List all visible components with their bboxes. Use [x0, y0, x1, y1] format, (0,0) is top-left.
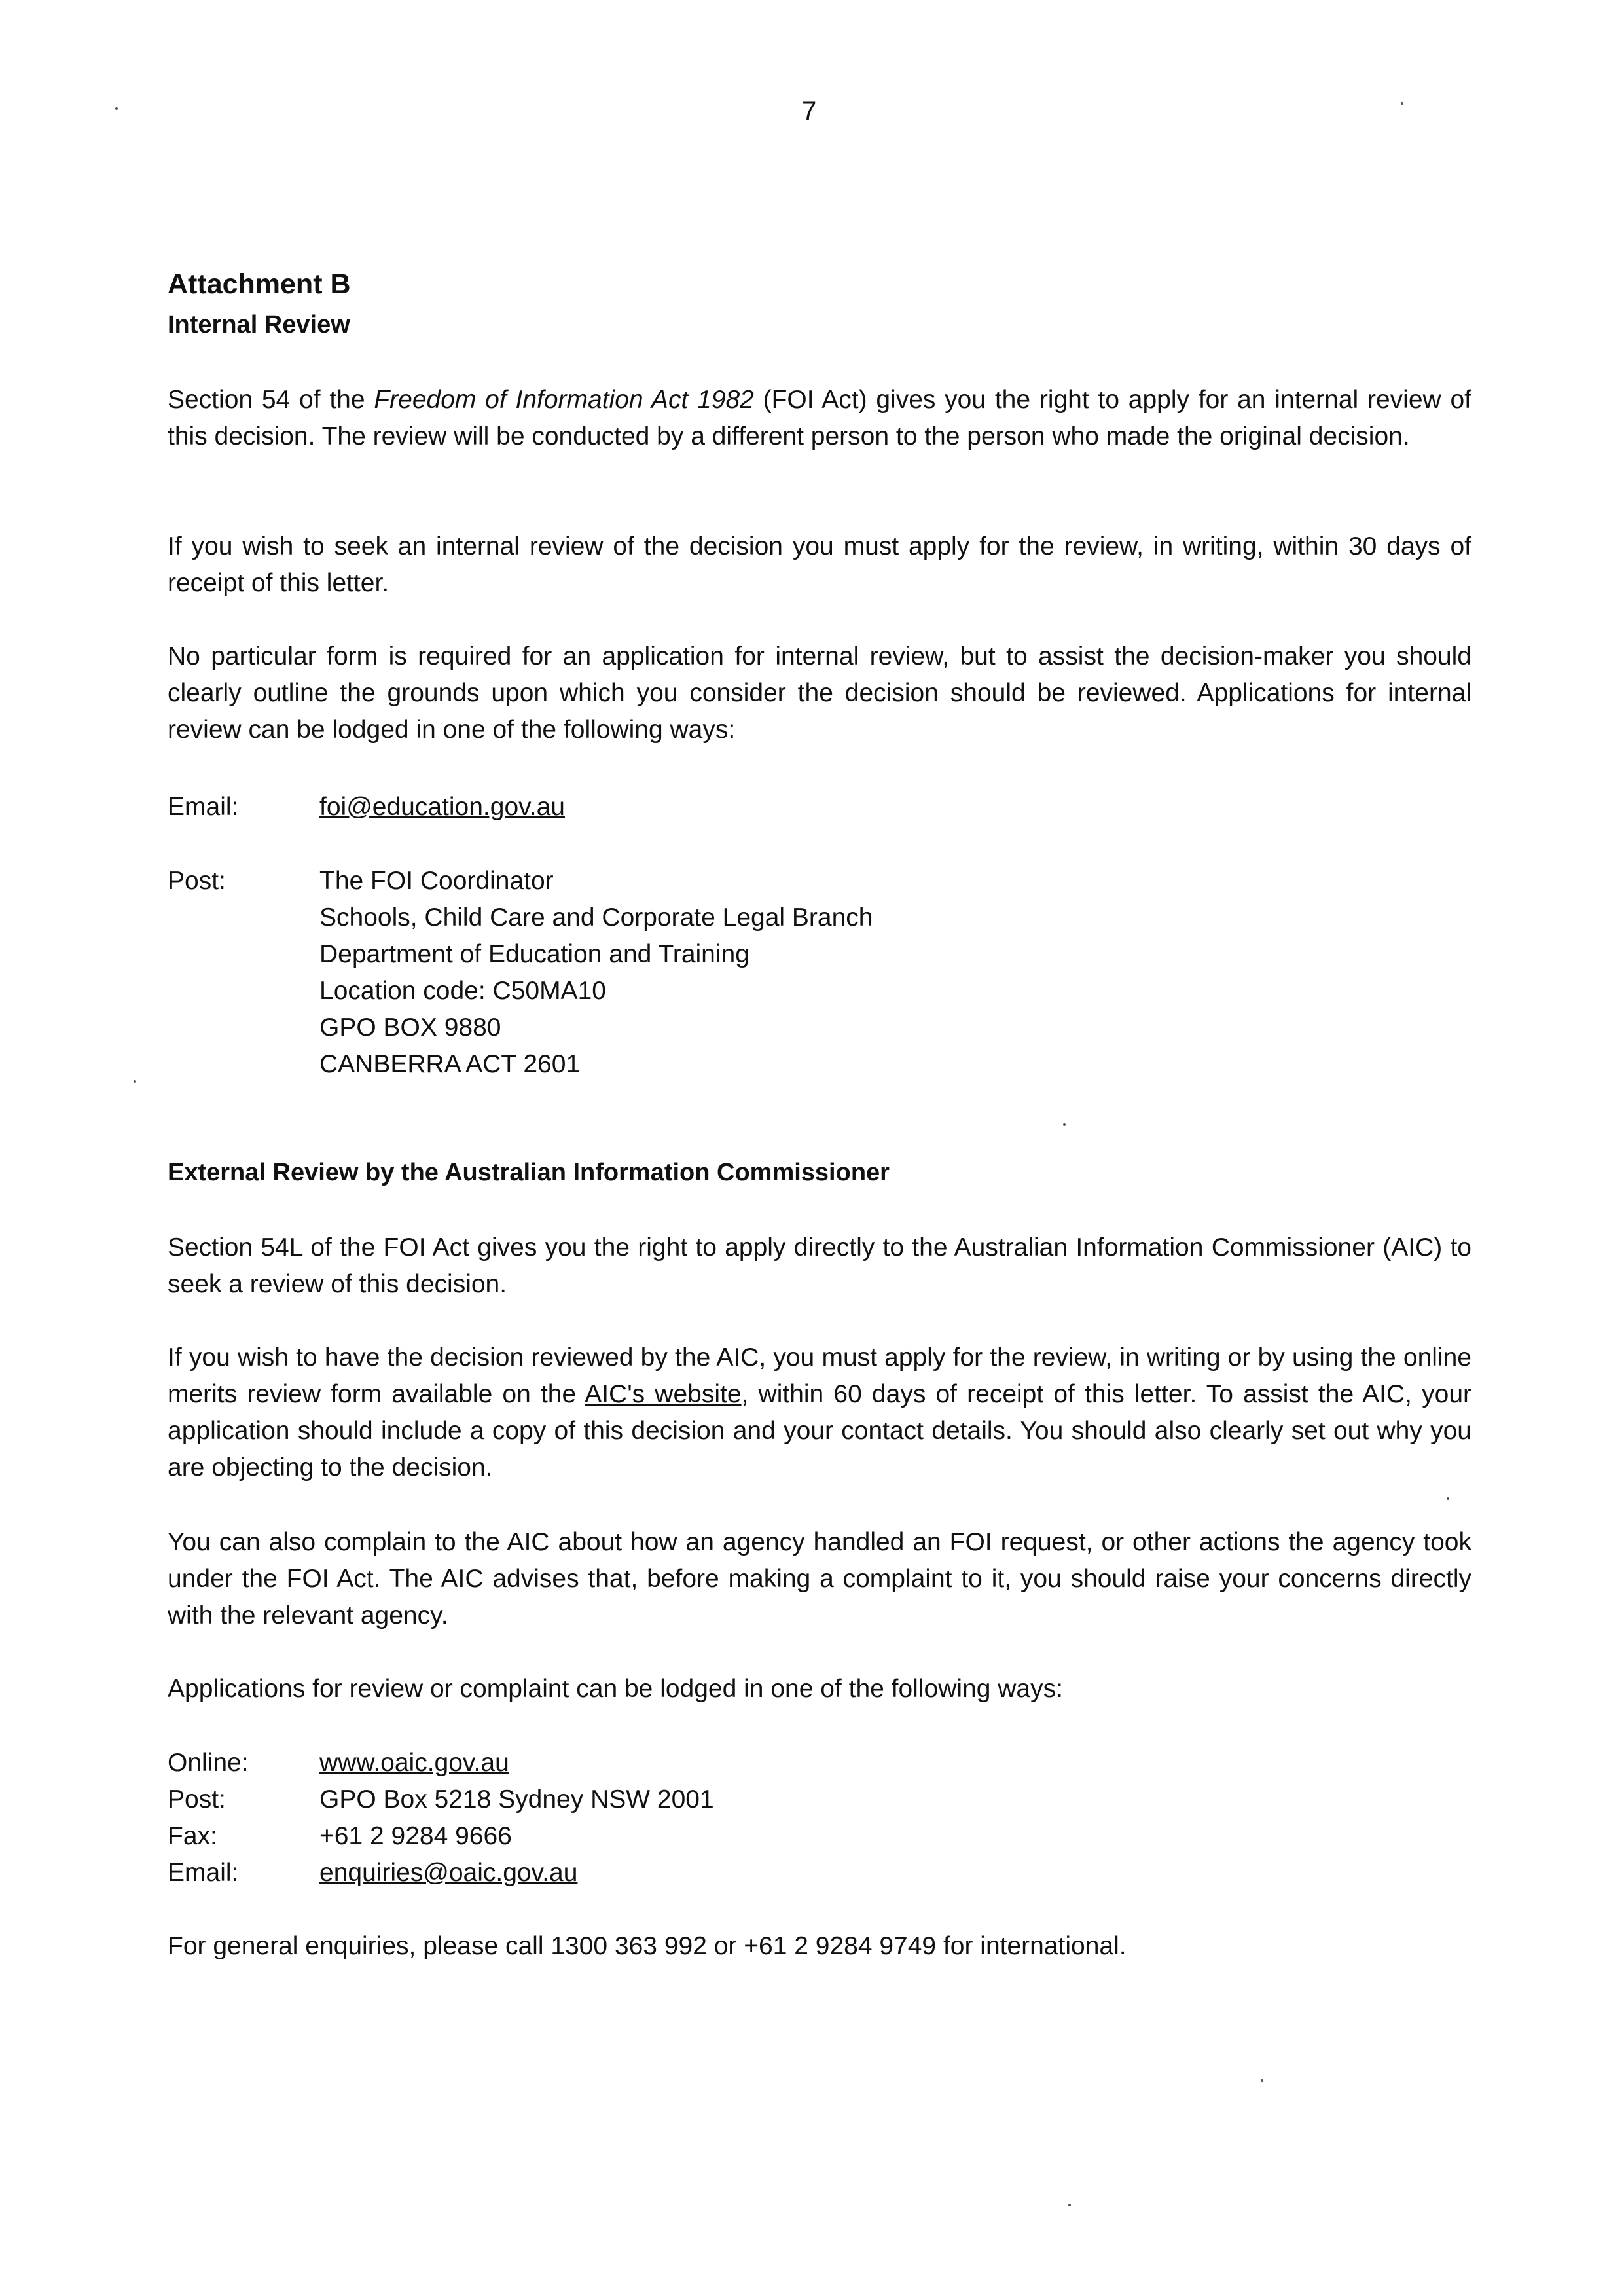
- oaic-website-link[interactable]: www.oaic.gov.au: [319, 1749, 509, 1777]
- address-line: GPO BOX 9880: [319, 1013, 501, 1042]
- foi-email-link[interactable]: foi@education.gov.au: [319, 793, 565, 821]
- aic-website-link[interactable]: AIC's website: [585, 1380, 742, 1408]
- para1-text-b: (FOI Act) gives you the right to apply for an internal review of this decision. The review will be conducted by a different person to the person who made the original decision.: [168, 386, 1471, 450]
- address-line: Department of Education and Training: [319, 940, 749, 968]
- para2-text-a: If you wish to have the decision reviewed by the AIC, you must apply for the review, in writing or by using the online merits review form available on the: [168, 1343, 1471, 1408]
- contact-value: +61 2 9284 9666: [319, 1822, 512, 1850]
- external-review-paragraph-4: Applications for review or complaint can be lodged in one of the following ways:: [168, 1675, 1063, 1703]
- page-number: 7: [802, 97, 817, 126]
- scan-speck: [115, 107, 118, 110]
- address-line: The FOI Coordinator: [319, 867, 554, 895]
- contact-label: Post:: [168, 1785, 226, 1813]
- scan-speck: [1447, 1497, 1449, 1500]
- internal-review-paragraph-3: No particular form is required for an application for internal review, but to assist the decision-maker you should clearly outline the grounds upon which you consider the decision should be reviewed. Applications for internal review can be lodged in one of the following ways:: [168, 642, 1471, 744]
- oaic-email-link[interactable]: enquiries@oaic.gov.au: [319, 1859, 578, 1887]
- external-review-heading: External Review by the Australian Information Commissioner: [168, 1159, 890, 1186]
- post-label: Post:: [168, 867, 226, 895]
- contact-label: Fax:: [168, 1822, 217, 1850]
- contact-label: Online:: [168, 1749, 249, 1777]
- external-review-paragraph-3: You can also complain to the AIC about how an agency handled an FOI request, or other actions the agency took under the FOI Act. The AIC advises that, before making a complaint to it, you should raise your concerns directly with the relevant agency.: [168, 1528, 1471, 1630]
- general-enquiries-text: For general enquiries, please call 1300 363 992 or +61 2 9284 9749 for international.: [168, 1932, 1127, 1960]
- external-review-paragraph-2: [168, 1339, 1471, 1486]
- contact-value: GPO Box 5218 Sydney NSW 2001: [319, 1785, 714, 1813]
- para2-text-b: , within 60 days of receipt of this letter. To assist the AIC, your application should include a copy of this decision and your contact details. You should also clearly set out why you are objecting to the decision.: [168, 1380, 1472, 1482]
- internal-review-paragraph-1: [168, 382, 1471, 455]
- address-line: CANBERRA ACT 2601: [319, 1050, 581, 1078]
- external-review-paragraph-1: Section 54L of the FOI Act gives you the right to apply directly to the Australian Information Commissioner (AIC) to seek a review of this decision.: [168, 1233, 1471, 1298]
- address-line: Schools, Child Care and Corporate Legal Branch: [319, 903, 873, 932]
- para1-text-a: Section 54 of the: [168, 386, 374, 414]
- contact-label: Email:: [168, 1859, 239, 1887]
- address-line: Location code: C50MA10: [319, 977, 606, 1005]
- scan-speck: [134, 1080, 136, 1083]
- act-name: Freedom of Information Act 1982: [374, 386, 754, 414]
- scan-speck: [1261, 2079, 1263, 2082]
- email-label: Email:: [168, 793, 239, 821]
- scan-speck: [1063, 1123, 1066, 1126]
- scan-speck: [1401, 102, 1403, 105]
- scan-speck: [1068, 2204, 1071, 2206]
- internal-review-paragraph-2: If you wish to seek an internal review of the decision you must apply for the review, in writing, within 30 days of receipt of this letter.: [168, 532, 1471, 597]
- attachment-title: Attachment B: [168, 268, 351, 300]
- internal-review-heading: Internal Review: [168, 311, 350, 338]
- postal-address: [319, 863, 873, 1083]
